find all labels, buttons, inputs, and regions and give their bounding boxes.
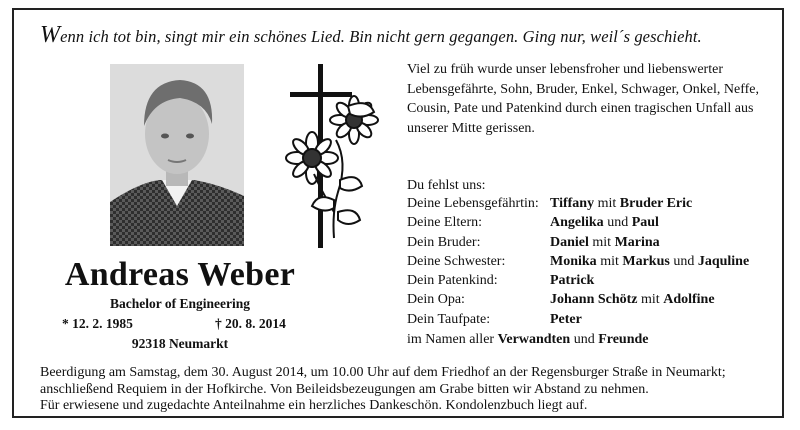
- mourner-row: [407, 235, 749, 254]
- closing-pre: im Namen aller: [407, 332, 498, 347]
- cross-icon: [278, 62, 388, 252]
- funeral-line-2: anschließend Requiem in der Hofkirche. Von Beileidsbezeugungen am Grabe bitten wir Abstand zu nehmen.: [40, 381, 649, 397]
- mourner-names: [550, 312, 749, 331]
- funeral-line-3: Für erwiesene und zugedachte Anteilnahme ein herzliches Dankeschön. Kondolenzbuch liegt auf.: [40, 398, 588, 413]
- deceased-name: Andreas Weber: [64, 256, 296, 293]
- mourner-row: [407, 196, 749, 215]
- mourner-name: Johann Schötz: [550, 292, 638, 308]
- mourner-name: Paul: [631, 215, 659, 231]
- funeral-line-1: Beerdigung am Samstag, dem 30. August 2014, um 10.00 Uhr auf dem Friedhof an der Regensburger Straße in Neumarkt;: [40, 365, 726, 380]
- intro-text: Viel zu früh wurde unser lebensfroher und liebenswerter Lebensgefährte, Sohn, Bruder, Enkel, Schwager, Onkel, Neffe, Cousin, Pate und Patenkind durch einen tragischen Unfall aus unserer Mitte gerissen.: [407, 62, 760, 136]
- funeral-info: [40, 365, 770, 415]
- closing-friends: Freunde: [598, 332, 649, 347]
- mourner-role: Dein Patenkind:: [407, 273, 498, 289]
- mourner-name: Jaquline: [697, 253, 750, 269]
- motto-line: [40, 22, 770, 49]
- mourner-names: [550, 273, 749, 292]
- motto-initial: W: [40, 22, 61, 48]
- mourner-row: [407, 215, 749, 234]
- mourner-connector: mit: [637, 292, 664, 308]
- mourner-name: Peter: [550, 311, 582, 327]
- mourner-role: Dein Taufpate:: [407, 311, 491, 327]
- mourners-table: [407, 196, 749, 331]
- mourner-connector: mit: [588, 234, 615, 250]
- mourner-connector: und: [603, 215, 632, 231]
- mourner-role: Deine Eltern:: [407, 215, 483, 231]
- mourner-name: Adolfine: [663, 292, 715, 308]
- mourner-name: Marina: [614, 234, 660, 250]
- mourner-role: Deine Lebensgefährtin:: [407, 196, 539, 211]
- closing-mid: und: [570, 332, 599, 347]
- birth-date: * 12. 2. 1985: [62, 316, 133, 331]
- mourner-role: Dein Bruder:: [407, 234, 481, 250]
- mourner-role: Dein Opa:: [407, 292, 465, 308]
- mourner-connector: mit: [596, 253, 623, 269]
- cross-with-sunflowers: [278, 62, 388, 252]
- portrait-illustration: [110, 64, 244, 246]
- intro-paragraph: [407, 60, 767, 138]
- mourner-name: Daniel: [550, 234, 589, 250]
- mourners-closing: [407, 332, 649, 348]
- mourner-name: Monika: [550, 253, 597, 269]
- portrait-photo: [110, 64, 244, 246]
- mourner-name: Patrick: [550, 273, 595, 289]
- deceased-degree: Bachelor of Engineering: [110, 296, 250, 311]
- deceased-place: 92318 Neumarkt: [131, 336, 229, 351]
- mourner-row: [407, 273, 749, 292]
- motto-text: enn ich tot bin, singt mir ein schönes Lied. Bin nicht gern gegangen. Ging nur, weil´s geschieht.: [60, 27, 702, 46]
- mourner-name: Bruder Eric: [619, 196, 693, 211]
- mourner-name: Tiffany: [550, 196, 595, 211]
- mourner-connector: mit: [594, 196, 620, 211]
- mourner-names: [550, 215, 749, 234]
- mourners-heading: Du fehlst uns:: [407, 178, 486, 193]
- mourner-names: [550, 292, 749, 311]
- closing-relatives: Verwandten: [497, 332, 571, 347]
- mourner-row: [407, 254, 749, 273]
- mourner-row: [407, 312, 749, 331]
- mourner-name: Markus: [622, 253, 670, 269]
- death-date: † 20. 8. 2014: [215, 316, 286, 331]
- mourner-names: [550, 254, 749, 273]
- mourner-name: Angelika: [550, 215, 604, 231]
- mourner-role: Deine Schwester:: [407, 253, 506, 269]
- mourner-row: [407, 292, 749, 311]
- mourner-connector: und: [669, 253, 698, 269]
- mourner-names: [550, 235, 749, 254]
- mourner-names: [550, 196, 749, 215]
